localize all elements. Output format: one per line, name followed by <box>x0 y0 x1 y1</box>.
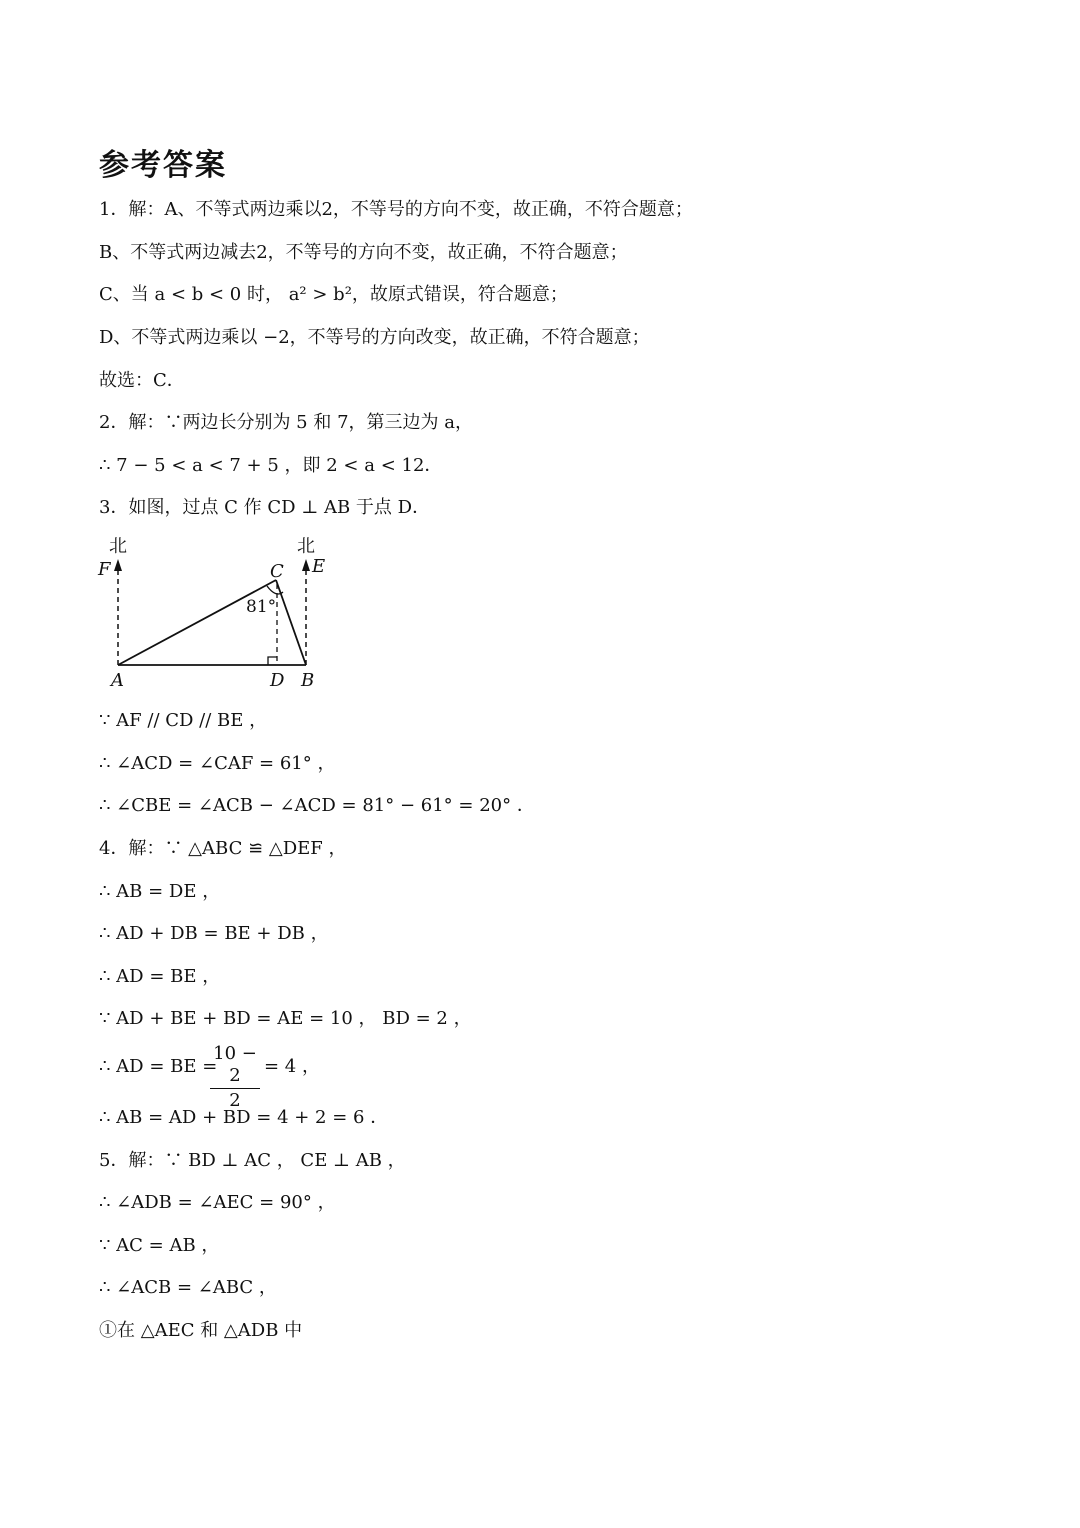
answer-line: 2．解：∵两边长分别为 5 和 7，第三边为 a， <box>99 412 473 433</box>
point-label-d: D <box>270 670 285 691</box>
north-arrow-left-icon <box>114 559 122 571</box>
point-label-f: F <box>98 559 111 580</box>
north-arrow-right-icon <box>302 559 310 571</box>
fraction-line-prefix: ∴ AD = BE = <box>99 1056 218 1077</box>
point-label-a: A <box>111 670 124 691</box>
answer-line: 故选：C． <box>99 370 185 391</box>
segment-ac <box>118 580 276 665</box>
point-label-e: E <box>312 556 326 577</box>
answer-line: ∴ AD = BE ， <box>99 966 221 987</box>
angle-label: 81° <box>246 597 277 617</box>
answer-line: ∵ AC = AB ， <box>99 1235 220 1256</box>
north-label-right: 北 <box>297 536 315 557</box>
answer-line: 1．解：A、不等式两边乘以2，不等号的方向不变，故正确，不符合题意； <box>99 199 693 220</box>
fraction-bar <box>210 1088 260 1089</box>
point-label-b: B <box>301 670 315 691</box>
segment-cb <box>276 580 306 665</box>
answer-line: D、不等式两边乘以 −2，不等号的方向改变，故正确，不符合题意； <box>99 327 650 348</box>
geometry-diagram <box>92 530 342 695</box>
fraction-numerator: 10 − 2 <box>213 1043 257 1086</box>
answer-line: ∵ AD + BE + BD = AE = 10 ， BD = 2 ， <box>99 1008 472 1029</box>
fraction <box>208 1043 262 1112</box>
answer-line: ∴ ∠CBE = ∠ACB − ∠ACD = 81° − 61° = 20° ． <box>99 795 535 816</box>
answer-line: ∴ AD + DB = BE + DB ， <box>99 923 329 944</box>
answer-line: ∵ AF // CD // BE ， <box>99 710 268 731</box>
answer-line: 5．解：∵ BD ⊥ AC ， CE ⊥ AB ， <box>99 1150 406 1171</box>
answer-line: ①在 △AEC 和 △ADB 中 <box>99 1320 303 1341</box>
answer-line: ∴ 7 − 5 < a < 7 + 5 ，即 2 < a < 12． <box>99 455 443 476</box>
fraction-line-suffix: = 4 ， <box>264 1056 320 1077</box>
answer-line: ∴ AB = AD + BD = 4 + 2 = 6 ． <box>99 1107 389 1128</box>
fraction-denominator: 2 <box>229 1090 241 1111</box>
point-label-c: C <box>270 561 284 582</box>
answer-line: ∴ ∠ACD = ∠CAF = 61° ， <box>99 753 336 774</box>
page-title: 参考答案 <box>99 148 227 183</box>
answer-line: ∴ AB = DE ， <box>99 881 221 902</box>
angle-arc <box>267 586 283 594</box>
answer-line: B、不等式两边减去2，不等号的方向不变，故正确，不符合题意； <box>99 242 628 263</box>
answer-line: C、当 a < b < 0 时， a² > b²，故原式错误，符合题意； <box>99 284 568 305</box>
answer-line: 4．解：∵ △ABC ≌ △DEF ， <box>99 838 347 859</box>
answer-line: ∴ ∠ADB = ∠AEC = 90° ， <box>99 1192 336 1213</box>
answer-line: 3．如图，过点 C 作 CD ⊥ AB 于点 D． <box>99 497 431 518</box>
answer-line: ∴ ∠ACB = ∠ABC ， <box>99 1277 277 1298</box>
north-label-left: 北 <box>109 536 127 557</box>
right-angle-mark <box>268 657 277 665</box>
